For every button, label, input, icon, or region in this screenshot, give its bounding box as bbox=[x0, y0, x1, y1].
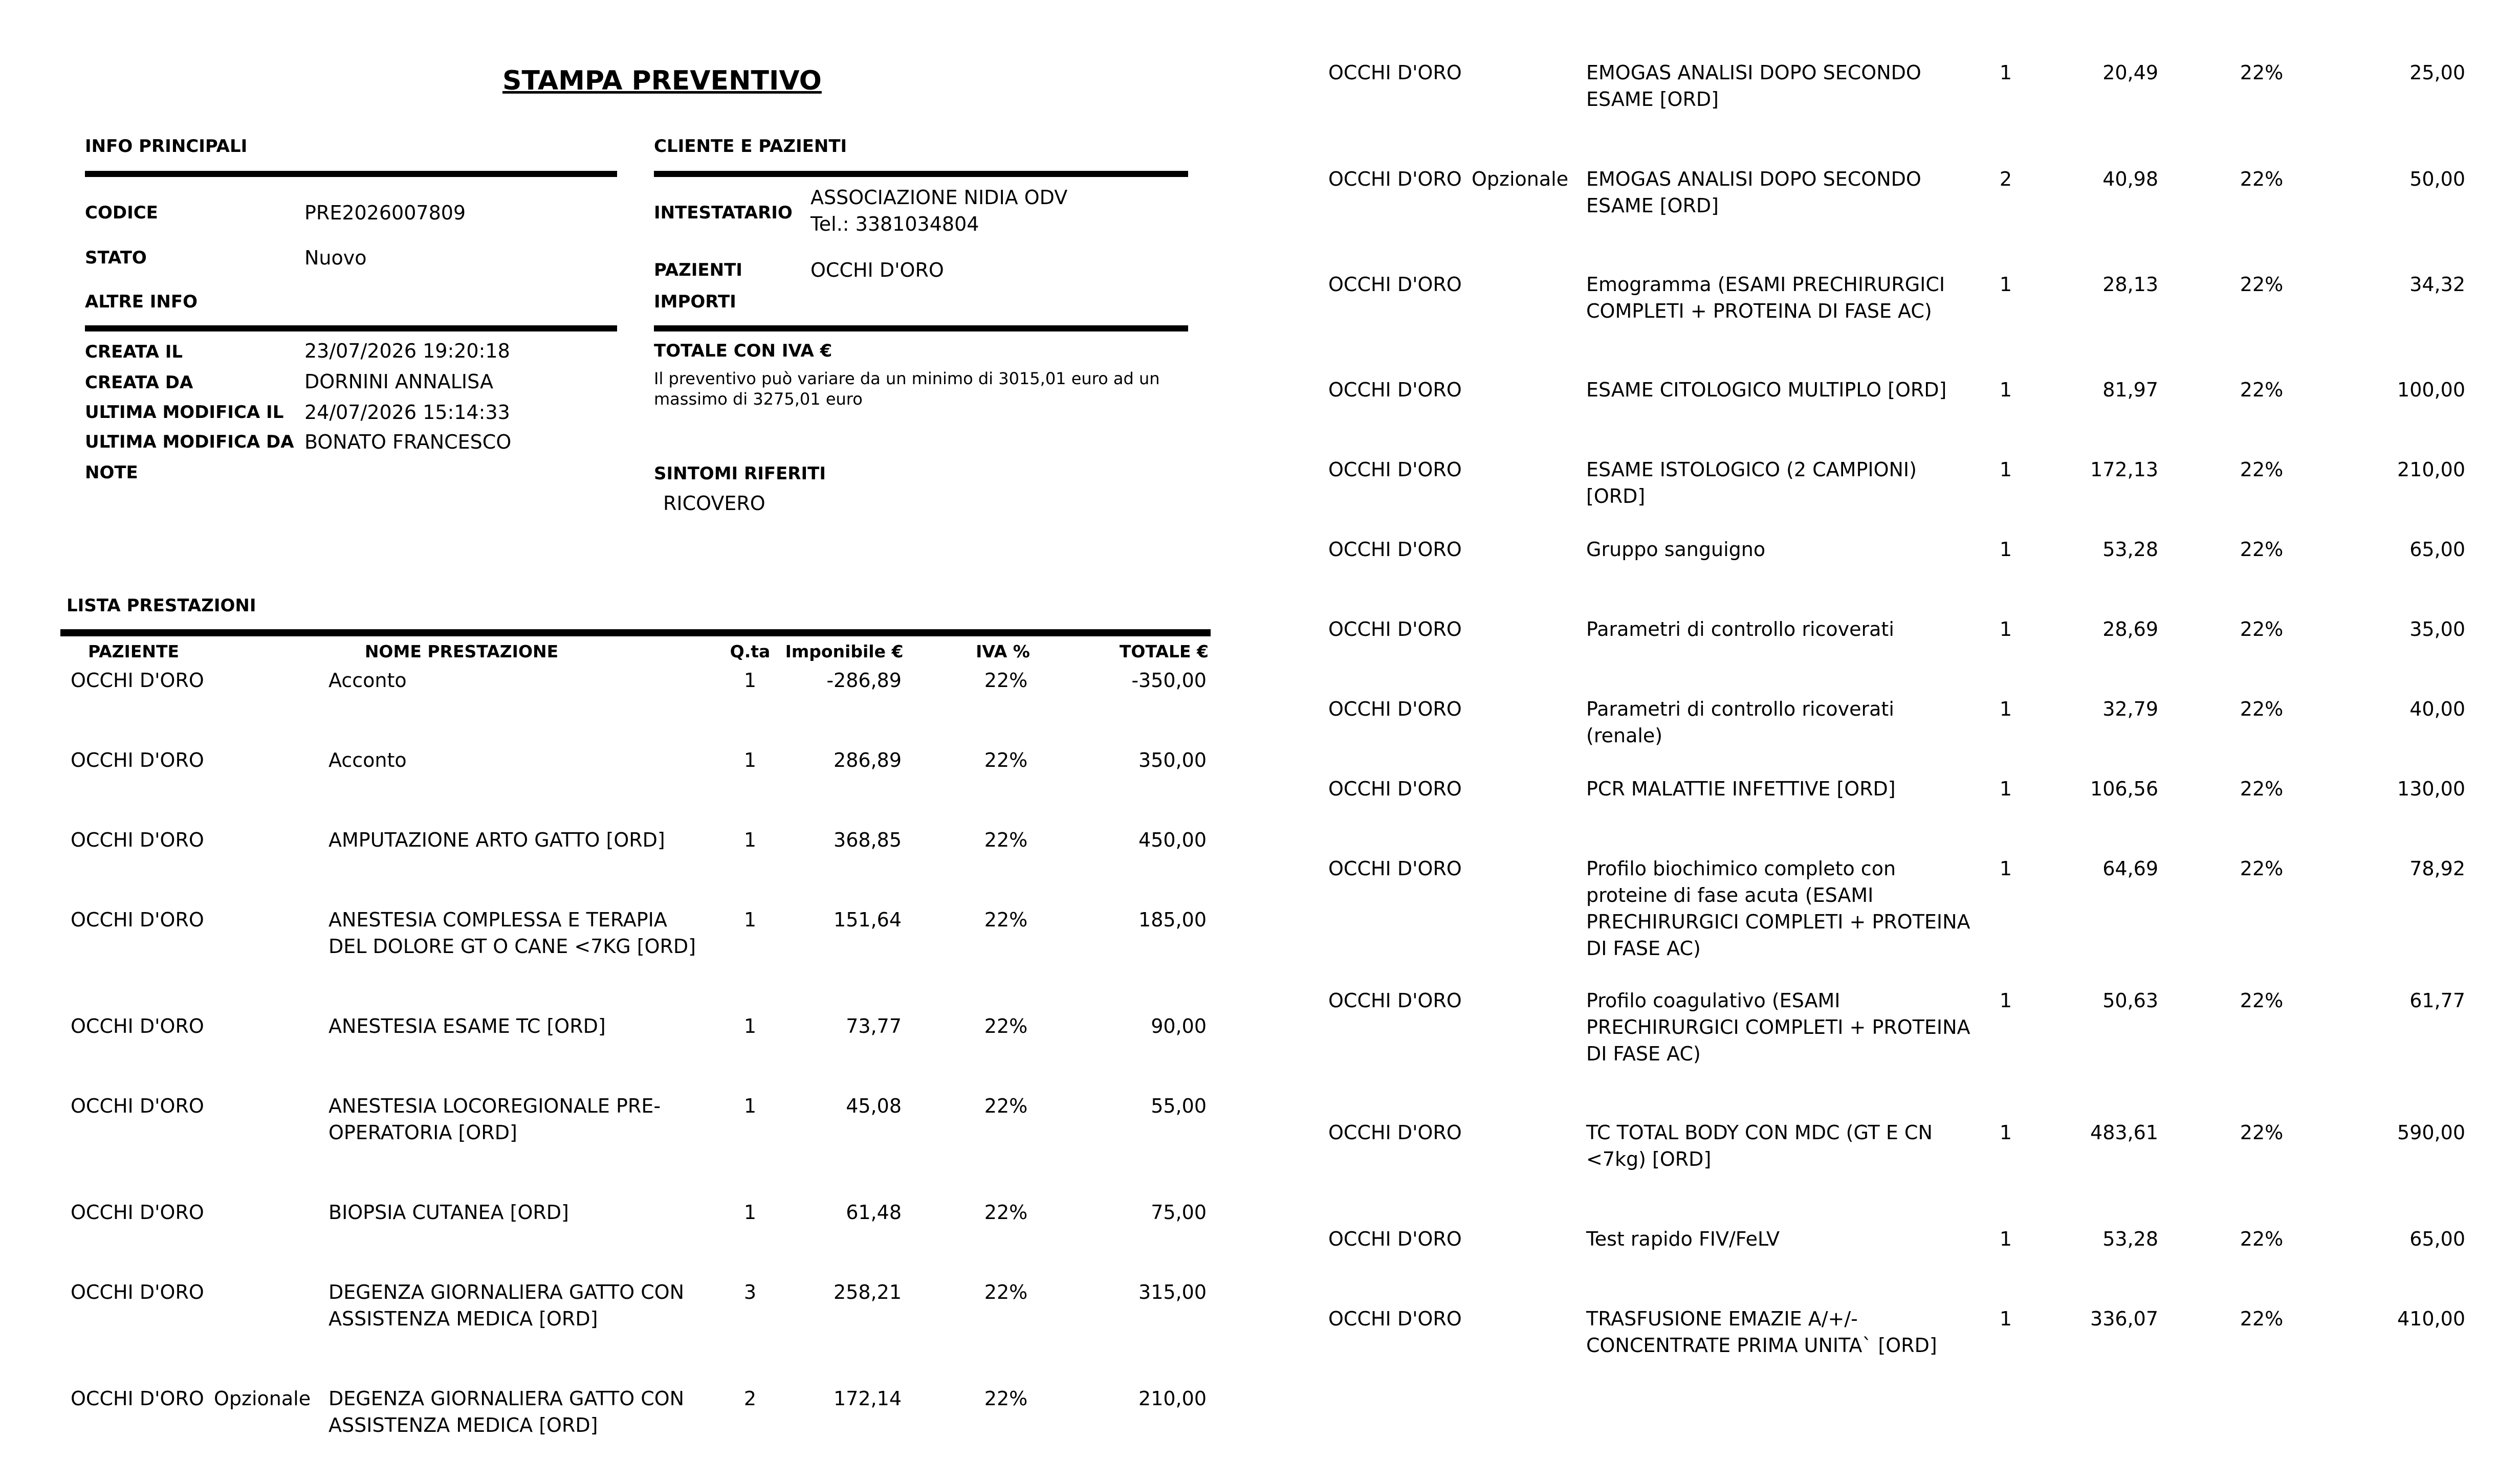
col-header-iva: IVA % bbox=[976, 641, 1030, 661]
row-nome-prestazione: Acconto bbox=[328, 669, 407, 692]
row-iva: 22% bbox=[984, 829, 1028, 851]
row-imponibile: 172,14 bbox=[834, 1387, 902, 1410]
intestatario-name: ASSOCIAZIONE NIDIA ODV bbox=[810, 186, 1068, 209]
row-imponibile: 64,69 bbox=[2102, 857, 2158, 880]
row-imponibile: 50,63 bbox=[2102, 989, 2158, 1012]
row-paziente: OCCHI D'ORO bbox=[1328, 1228, 1462, 1250]
row-paziente: OCCHI D'ORO bbox=[71, 1281, 204, 1303]
row-totale: 65,00 bbox=[2409, 1228, 2465, 1250]
row-paziente: OCCHI D'ORO bbox=[1328, 857, 1462, 880]
row-nome-prestazione: Profilo biochimico completo con proteine di fase acuta (ESAMI PRECHIRURGICI COMPLETI + PROTEINA DI FASE AC) bbox=[1586, 857, 1970, 960]
page-title: STAMPA PREVENTIVO bbox=[502, 65, 822, 96]
row-paziente: OCCHI D'ORO bbox=[71, 669, 204, 692]
row-totale: 25,00 bbox=[2409, 61, 2465, 84]
row-totale: 210,00 bbox=[1138, 1387, 1207, 1410]
row-totale: 100,00 bbox=[2397, 379, 2465, 401]
row-opzionale: Opzionale bbox=[214, 1387, 311, 1410]
pazienti-label: PAZIENTI bbox=[654, 260, 742, 280]
ultima-modifica-da-label: ULTIMA MODIFICA DA bbox=[85, 432, 294, 452]
row-qta: 1 bbox=[1999, 857, 2012, 880]
row-totale: 78,92 bbox=[2409, 857, 2465, 880]
cliente-heading: CLIENTE E PAZIENTI bbox=[654, 136, 847, 157]
row-qta: 1 bbox=[743, 1201, 757, 1224]
col-header-imponibile: Imponibile € bbox=[785, 641, 904, 661]
row-qta: 1 bbox=[1999, 458, 2012, 481]
row-imponibile: 61,48 bbox=[846, 1201, 902, 1224]
row-qta: 1 bbox=[743, 749, 757, 771]
row-paziente: OCCHI D'ORO bbox=[71, 1387, 204, 1410]
row-paziente: OCCHI D'ORO bbox=[1328, 618, 1462, 640]
row-nome-prestazione: BIOPSIA CUTANEA [ORD] bbox=[328, 1201, 569, 1224]
row-totale: 34,32 bbox=[2409, 273, 2465, 296]
row-totale: 65,00 bbox=[2409, 538, 2465, 561]
row-paziente: OCCHI D'ORO bbox=[1328, 61, 1462, 84]
totale-range-note: Il preventivo può variare da un minimo di 3015,01 euro ad un massimo di 3275,01 euro bbox=[654, 369, 1160, 409]
divider bbox=[85, 171, 617, 177]
row-iva: 22% bbox=[984, 909, 1028, 931]
row-totale: 50,00 bbox=[2409, 168, 2465, 190]
codice-value: PRE2026007809 bbox=[304, 202, 466, 224]
row-iva: 22% bbox=[984, 749, 1028, 771]
sintomi-label: SINTOMI RIFERITI bbox=[654, 463, 826, 484]
divider bbox=[654, 325, 1188, 331]
row-iva: 22% bbox=[2240, 61, 2284, 84]
row-qta: 1 bbox=[1999, 273, 2012, 296]
row-nome-prestazione: Gruppo sanguigno bbox=[1586, 538, 1766, 561]
divider bbox=[654, 171, 1188, 177]
row-nome-prestazione: AMPUTAZIONE ARTO GATTO [ORD] bbox=[328, 829, 665, 851]
row-paziente: OCCHI D'ORO bbox=[71, 749, 204, 771]
row-imponibile: 286,89 bbox=[834, 749, 902, 771]
row-paziente: OCCHI D'ORO bbox=[1328, 698, 1462, 720]
row-qta: 1 bbox=[1999, 1308, 2012, 1330]
row-nome-prestazione: TC TOTAL BODY CON MDC (GT E CN <7kg) [ORD] bbox=[1586, 1121, 1933, 1170]
row-nome-prestazione: PCR MALATTIE INFETTIVE [ORD] bbox=[1586, 778, 1896, 800]
row-qta: 2 bbox=[743, 1387, 757, 1410]
row-nome-prestazione: ESAME ISTOLOGICO (2 CAMPIONI) [ORD] bbox=[1586, 458, 1917, 507]
row-imponibile: 151,64 bbox=[834, 909, 902, 931]
row-qta: 1 bbox=[1999, 698, 2012, 720]
row-iva: 22% bbox=[984, 1095, 1028, 1117]
row-totale: 61,77 bbox=[2409, 989, 2465, 1012]
row-qta: 1 bbox=[1999, 61, 2012, 84]
row-iva: 22% bbox=[984, 1015, 1028, 1037]
ultima-modifica-il-value: 24/07/2026 15:14:33 bbox=[304, 401, 510, 424]
row-totale: 210,00 bbox=[2397, 458, 2465, 481]
ultima-modifica-da-value: BONATO FRANCESCO bbox=[304, 431, 512, 453]
row-totale: 130,00 bbox=[2397, 778, 2465, 800]
row-paziente: OCCHI D'ORO bbox=[1328, 1308, 1462, 1330]
row-nome-prestazione: Parametri di controllo ricoverati (renale) bbox=[1586, 698, 1894, 747]
row-paziente: OCCHI D'ORO bbox=[71, 829, 204, 851]
row-totale: 185,00 bbox=[1138, 909, 1207, 931]
row-iva: 22% bbox=[984, 1387, 1028, 1410]
row-paziente: OCCHI D'ORO bbox=[1328, 538, 1462, 561]
row-totale: 410,00 bbox=[2397, 1308, 2465, 1330]
row-imponibile: 73,77 bbox=[846, 1015, 902, 1037]
stato-label: STATO bbox=[85, 248, 147, 268]
row-iva: 22% bbox=[2240, 989, 2284, 1012]
divider bbox=[85, 325, 617, 331]
row-totale: 350,00 bbox=[1138, 749, 1207, 771]
stato-value: Nuovo bbox=[304, 247, 367, 269]
row-paziente: OCCHI D'ORO bbox=[71, 909, 204, 931]
row-iva: 22% bbox=[2240, 1228, 2284, 1250]
row-qta: 1 bbox=[743, 909, 757, 931]
row-paziente: OCCHI D'ORO bbox=[1328, 379, 1462, 401]
sintomi-value: RICOVERO bbox=[663, 492, 765, 515]
row-qta: 1 bbox=[1999, 379, 2012, 401]
row-nome-prestazione: Test rapido FIV/FeLV bbox=[1586, 1228, 1780, 1250]
row-imponibile: 32,79 bbox=[2102, 698, 2158, 720]
row-paziente: OCCHI D'ORO bbox=[1328, 168, 1462, 190]
row-imponibile: 172,13 bbox=[2090, 458, 2158, 481]
row-totale: 450,00 bbox=[1138, 829, 1207, 851]
row-iva: 22% bbox=[2240, 379, 2284, 401]
row-paziente: OCCHI D'ORO bbox=[71, 1015, 204, 1037]
row-imponibile: 45,08 bbox=[846, 1095, 902, 1117]
row-qta: 1 bbox=[1999, 778, 2012, 800]
row-imponibile: 53,28 bbox=[2102, 1228, 2158, 1250]
row-iva: 22% bbox=[2240, 168, 2284, 190]
row-paziente: OCCHI D'ORO bbox=[1328, 458, 1462, 481]
importi-heading: IMPORTI bbox=[654, 292, 736, 312]
row-imponibile: 368,85 bbox=[834, 829, 902, 851]
row-paziente: OCCHI D'ORO bbox=[1328, 989, 1462, 1012]
row-nome-prestazione: ANESTESIA LOCOREGIONALE PRE-OPERATORIA [ORD] bbox=[328, 1095, 661, 1144]
row-qta: 1 bbox=[1999, 1228, 2012, 1250]
creata-il-value: 23/07/2026 19:20:18 bbox=[304, 340, 510, 362]
col-header-nome: NOME PRESTAZIONE bbox=[364, 641, 559, 661]
row-nome-prestazione: Profilo coagulativo (ESAMI PRECHIRURGICI COMPLETI + PROTEINA DI FASE AC) bbox=[1586, 989, 1970, 1065]
row-imponibile: 28,69 bbox=[2102, 618, 2158, 640]
row-qta: 1 bbox=[1999, 989, 2012, 1012]
row-paziente: OCCHI D'ORO bbox=[1328, 1121, 1462, 1144]
row-iva: 22% bbox=[2240, 1308, 2284, 1330]
row-opzionale: Opzionale bbox=[1472, 168, 1569, 190]
row-qta: 3 bbox=[743, 1281, 757, 1303]
pazienti-value: OCCHI D'ORO bbox=[810, 259, 944, 281]
row-totale: 90,00 bbox=[1151, 1015, 1207, 1037]
row-qta: 1 bbox=[1999, 618, 2012, 640]
divider bbox=[60, 629, 1211, 636]
row-imponibile: 106,56 bbox=[2090, 778, 2158, 800]
col-header-qta: Q.ta bbox=[730, 641, 771, 661]
intestatario-tel: Tel.: 3381034804 bbox=[810, 213, 979, 235]
altre-info-heading: ALTRE INFO bbox=[85, 292, 198, 312]
row-nome-prestazione: EMOGAS ANALISI DOPO SECONDO ESAME [ORD] bbox=[1586, 168, 1921, 217]
creata-da-label: CREATA DA bbox=[85, 372, 193, 393]
creata-da-value: DORNINI ANNALISA bbox=[304, 370, 493, 393]
row-iva: 22% bbox=[2240, 857, 2284, 880]
row-iva: 22% bbox=[2240, 538, 2284, 561]
row-totale: 35,00 bbox=[2409, 618, 2465, 640]
row-nome-prestazione: ESAME CITOLOGICO MULTIPLO [ORD] bbox=[1586, 379, 1947, 401]
row-iva: 22% bbox=[984, 1281, 1028, 1303]
row-qta: 1 bbox=[743, 669, 757, 692]
row-iva: 22% bbox=[2240, 698, 2284, 720]
row-totale: -350,00 bbox=[1131, 669, 1207, 692]
codice-label: CODICE bbox=[85, 203, 158, 223]
row-imponibile: 258,21 bbox=[834, 1281, 902, 1303]
row-nome-prestazione: ANESTESIA ESAME TC [ORD] bbox=[328, 1015, 606, 1037]
row-iva: 22% bbox=[984, 669, 1028, 692]
row-nome-prestazione: Emogramma (ESAMI PRECHIRURGICI COMPLETI + PROTEINA DI FASE AC) bbox=[1586, 273, 1945, 322]
row-totale: 590,00 bbox=[2397, 1121, 2465, 1144]
row-nome-prestazione: ANESTESIA COMPLESSA E TERAPIA DEL DOLORE GT O CANE <7KG [ORD] bbox=[328, 909, 696, 958]
row-iva: 22% bbox=[2240, 273, 2284, 296]
row-qta: 1 bbox=[1999, 1121, 2012, 1144]
row-qta: 1 bbox=[1999, 538, 2012, 561]
row-paziente: OCCHI D'ORO bbox=[1328, 778, 1462, 800]
row-nome-prestazione: EMOGAS ANALISI DOPO SECONDO ESAME [ORD] bbox=[1586, 61, 1921, 110]
intestatario-label: INTESTATARIO bbox=[654, 203, 793, 223]
row-nome-prestazione: Acconto bbox=[328, 749, 407, 771]
row-totale: 40,00 bbox=[2409, 698, 2465, 720]
row-nome-prestazione: DEGENZA GIORNALIERA GATTO CON ASSISTENZA MEDICA [ORD] bbox=[328, 1387, 685, 1436]
row-totale: 315,00 bbox=[1138, 1281, 1207, 1303]
row-paziente: OCCHI D'ORO bbox=[71, 1095, 204, 1117]
creata-il-label: CREATA IL bbox=[85, 342, 183, 362]
row-iva: 22% bbox=[984, 1201, 1028, 1224]
row-iva: 22% bbox=[2240, 1121, 2284, 1144]
row-nome-prestazione: Parametri di controllo ricoverati bbox=[1586, 618, 1894, 640]
row-imponibile: 81,97 bbox=[2102, 379, 2158, 401]
ultima-modifica-il-label: ULTIMA MODIFICA IL bbox=[85, 402, 284, 423]
row-qta: 1 bbox=[743, 1095, 757, 1117]
lista-heading: LISTA PRESTAZIONI bbox=[67, 595, 256, 616]
info-principali-heading: INFO PRINCIPALI bbox=[85, 136, 248, 157]
row-imponibile: 20,49 bbox=[2102, 61, 2158, 84]
row-iva: 22% bbox=[2240, 458, 2284, 481]
row-qta: 1 bbox=[743, 829, 757, 851]
row-totale: 55,00 bbox=[1151, 1095, 1207, 1117]
row-paziente: OCCHI D'ORO bbox=[71, 1201, 204, 1224]
row-qta: 2 bbox=[1999, 168, 2012, 190]
row-imponibile: 336,07 bbox=[2090, 1308, 2158, 1330]
totale-label: TOTALE CON IVA € bbox=[654, 341, 832, 361]
row-imponibile: 483,61 bbox=[2090, 1121, 2158, 1144]
row-paziente: OCCHI D'ORO bbox=[1328, 273, 1462, 296]
row-nome-prestazione: DEGENZA GIORNALIERA GATTO CON ASSISTENZA MEDICA [ORD] bbox=[328, 1281, 685, 1330]
row-imponibile: 28,13 bbox=[2102, 273, 2158, 296]
row-qta: 1 bbox=[743, 1015, 757, 1037]
row-imponibile: 40,98 bbox=[2102, 168, 2158, 190]
note-label: NOTE bbox=[85, 462, 138, 483]
col-header-paziente: PAZIENTE bbox=[87, 641, 180, 661]
row-imponibile: -286,89 bbox=[826, 669, 902, 692]
row-nome-prestazione: TRASFUSIONE EMAZIE A/+/- CONCENTRATE PRIMA UNITA` [ORD] bbox=[1586, 1308, 1937, 1357]
row-imponibile: 53,28 bbox=[2102, 538, 2158, 561]
row-iva: 22% bbox=[2240, 618, 2284, 640]
row-iva: 22% bbox=[2240, 778, 2284, 800]
col-header-totale: TOTALE € bbox=[1119, 641, 1209, 661]
row-totale: 75,00 bbox=[1151, 1201, 1207, 1224]
